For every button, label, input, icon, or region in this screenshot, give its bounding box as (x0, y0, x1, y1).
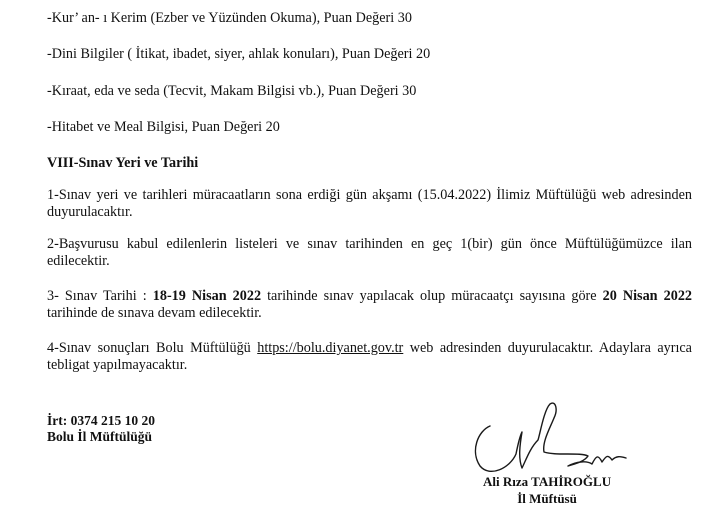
item-3-prefix: 3- Sınav Tarihi : (47, 288, 153, 304)
item-4-suffix: web adresinden duyurulacaktır. Adaylara ayrıca (403, 340, 692, 356)
exam-topic-quran: -Kur’ an- ı Kerim (Ezber ve Yüzünden Okuma), Puan Değeri 30 (47, 10, 412, 26)
exam-topic-religious-knowledge: -Dini Bilgiler ( İtikat, ibadet, siyer, ahlak konuları), Puan Değeri 20 (47, 46, 431, 62)
item-2-line-1: 2-Başvurusu kabul edilenlerin listeleri ve sınav tarihinden en geç 1(bir) gün önce Müftülüğümüzce ilan (47, 236, 692, 252)
item-2-paragraph (47, 236, 692, 270)
section-heading: VIII-Sınav Yeri ve Tarihi (47, 155, 199, 171)
contact-office: Bolu İl Müftülüğü (47, 429, 153, 444)
item-3-line-1 (47, 288, 692, 305)
signer-name: Ali Rıza TAHİROĞLU (483, 474, 612, 489)
exam-extra-date: 20 Nisan 2022 (602, 288, 693, 304)
item-3-line-2: tarihinde de sınava devam edilecektir. (47, 305, 262, 321)
signer-title: İl Müftüsü (517, 491, 577, 506)
exam-topic-recitation: -Kıraat, eda ve seda (Tecvit, Makam Bilgisi vb.), Puan Değeri 30 (47, 83, 417, 99)
item-4-line-2: tebligat yapılmayacaktır. (47, 357, 188, 373)
item-3-middle: tarihinde sınav yapılacak olup müracaatçı sayısına göre (261, 288, 603, 304)
item-1-line-2: duyurulacaktır. (47, 204, 133, 220)
contact-block (47, 413, 155, 445)
exam-date-range: 18-19 Nisan 2022 (152, 288, 262, 304)
item-3-paragraph (47, 288, 692, 322)
item-1-paragraph (47, 187, 692, 221)
signer-block (483, 473, 611, 507)
item-4-prefix: 4-Sınav sonuçları Bolu Müftülüğü (47, 340, 258, 356)
item-1-line-1: 1-Sınav yeri ve tarihleri müracaatların sona erdiği gün akşamı (15.04.2022) İlimiz Müftülüğü web adresinden (47, 187, 692, 203)
muftuluk-website-link[interactable]: https://bolu.diyanet.gov.tr (257, 340, 404, 356)
contact-phone: İrt: 0374 215 10 20 (47, 413, 155, 428)
exam-topic-oratory: -Hitabet ve Meal Bilgisi, Puan Değeri 20 (47, 119, 280, 135)
item-2-line-2: edilecektir. (47, 253, 110, 269)
item-4-paragraph (47, 340, 692, 374)
item-4-line-1 (47, 340, 692, 357)
